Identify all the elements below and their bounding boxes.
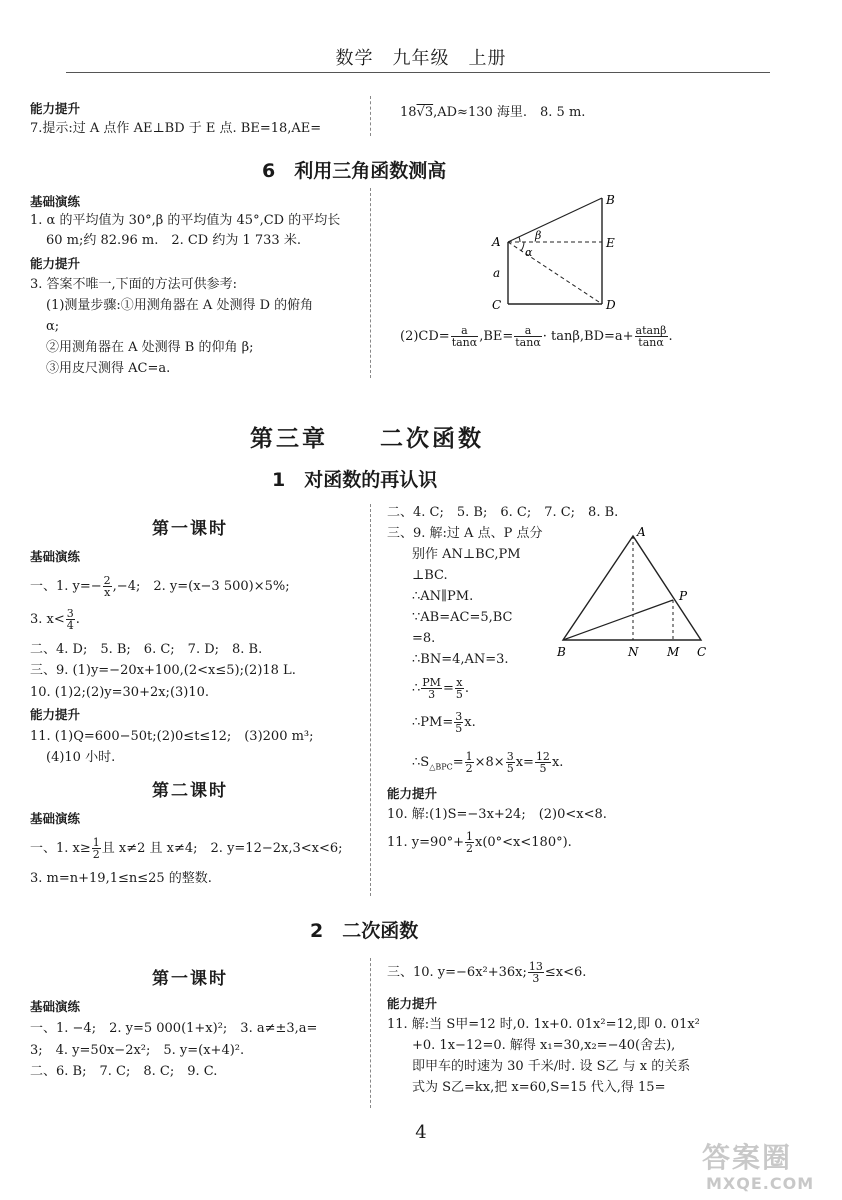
r11-d: x=	[515, 755, 534, 770]
frac3-den: tanα	[638, 336, 664, 349]
r11-num-2: 3	[506, 750, 514, 763]
r10-frac	[454, 711, 463, 734]
r9-num-1: PM	[422, 676, 441, 689]
r-line-6: ∵AB=AC=5,BC	[412, 610, 513, 625]
l2-q1-num: 1	[92, 836, 100, 849]
l1-q1-frac	[103, 575, 112, 598]
s2-r1	[387, 958, 586, 988]
l2-q1-frac	[92, 837, 101, 860]
fig1-label-a: a	[493, 266, 501, 280]
s6-line-2: 60 m;约 82.96 m. 2. CD 约为 1 733 米.	[46, 233, 301, 248]
l1-q3-a: 3. x<	[30, 612, 65, 627]
fig1-label-A: A	[492, 235, 501, 249]
frac3-num: atanβ	[635, 324, 667, 337]
s6-line-5: α;	[46, 319, 60, 334]
r13-a: 11. y=90°+	[387, 835, 464, 850]
section-1-title: 1 对函数的再认识	[272, 469, 438, 491]
s2-subheading-2: 能力提升	[387, 996, 438, 1011]
s2-lesson-title: 第一课时	[152, 969, 228, 989]
r10-den: 5	[455, 722, 463, 735]
r11-e: x.	[551, 755, 564, 770]
r11-c: ×8×	[474, 755, 505, 770]
l1-q11b: (4)10 小时.	[46, 750, 116, 765]
l1-q1-a: 一、1. y=−	[30, 579, 102, 594]
l1-q4: 二、4. D; 5. B; 6. C; 7. D; 8. B.	[30, 642, 263, 657]
top-right-line	[400, 104, 585, 122]
s6-line-3: 3. 答案不唯一,下面的方法可供参考:	[30, 277, 238, 292]
formula-part-2: ,BE=	[479, 329, 514, 344]
column-divider-s2	[370, 958, 372, 1108]
s6-line-1: 1. α 的平均值为 30°,β 的平均值为 45°,CD 的平均长	[30, 213, 341, 228]
r-line-5: ∴AN∥PM.	[412, 589, 474, 604]
fig2-label-P: P	[679, 589, 688, 603]
top-right-b: ,AD≈130 海里. 8. 5 m.	[433, 105, 586, 120]
l1-q3-b: .	[75, 612, 80, 627]
r9-den-2: 5	[455, 688, 463, 701]
formula-part-3: · tanβ,BD=a+	[542, 329, 634, 344]
fig1-angle-beta	[519, 237, 520, 242]
section-2-title: 2 二次函数	[310, 920, 419, 942]
r13-den: 2	[465, 842, 473, 855]
l1-q3-den: 4	[66, 619, 74, 632]
s6-line-7: ③用皮尺测得 AC=a.	[46, 361, 171, 376]
lesson-2-title: 第二课时	[152, 781, 228, 801]
s2-r1-b: ≤x<6.	[544, 965, 587, 980]
l2-q1	[30, 834, 343, 864]
s2-q3: 二、6. B; 7. C; 8. C; 9. C.	[30, 1064, 218, 1079]
s6-subheading-1: 基础演练	[30, 194, 81, 209]
section-6-title: 6 利用三角函数测高	[262, 160, 447, 182]
fig1-label-D: D	[606, 298, 616, 312]
fig2-label-B: B	[557, 645, 566, 659]
r9-frac-2	[455, 677, 464, 700]
l2-q3: 3. m=n+19,1≤n≤25 的整数.	[30, 871, 212, 886]
l1-q11: 11. (1)Q=600−50t;(2)0≤t≤12; (3)200 m³;	[30, 729, 314, 744]
s2-r1-a: 三、10. y=−6x²+36x;	[387, 965, 527, 980]
r13-b: x(0°<x<180°).	[474, 835, 572, 850]
formula-frac-2	[514, 325, 542, 348]
r11-num-3: 12	[535, 750, 550, 763]
l1-q9: 三、9. (1)y=−20x+100,(2<x≤5);(2)18 L.	[30, 663, 296, 678]
column-divider-top	[370, 96, 372, 136]
frac1-den: tanα	[451, 336, 478, 349]
fig1-label-alpha: α	[525, 246, 533, 259]
frac2-den: tanα	[515, 336, 541, 349]
r11-num-1: 1	[465, 750, 473, 763]
l1-subheading-2: 能力提升	[30, 707, 81, 722]
fig2-label-C: C	[697, 645, 707, 659]
top-right-sqrt: √3	[416, 105, 434, 120]
l1-q1-num: 2	[103, 574, 111, 587]
s6-line-6: ②用测角器在 A 处测得 B 的仰角 β;	[46, 340, 254, 355]
s2-r3: +0. 1x−12=0. 解得 x₁=30,x₂=−40(舍去),	[412, 1038, 676, 1053]
s6-line-4: (1)测量步骤:①用测角器在 A 处测得 D 的俯角	[46, 298, 314, 313]
fig2-label-N: N	[628, 645, 639, 659]
running-header: 数学 九年级 上册	[335, 48, 507, 69]
r9-c: .	[464, 681, 469, 696]
watermark-logo: 答案圈	[702, 1141, 793, 1174]
watermark-url: MXQE.COM	[706, 1174, 815, 1193]
r11-den-3: 5	[539, 762, 547, 775]
s6-formula	[400, 322, 673, 352]
l2-subheading-1: 基础演练	[30, 811, 81, 826]
r11-sub: △BPC	[429, 762, 453, 772]
r-line-11	[412, 748, 563, 783]
r-line-9	[412, 674, 469, 704]
r10-a: ∴PM=	[412, 715, 454, 730]
fig1-label-beta: β	[535, 229, 542, 242]
s2-r5: 式为 S乙=kx,把 x=60,S=15 代入,得 15=	[412, 1080, 666, 1095]
frac2-num: a	[514, 325, 542, 337]
r13-frac	[465, 831, 474, 854]
fig2-label-A: A	[637, 525, 646, 539]
r11-den-2: 5	[506, 762, 514, 775]
s2-r2: 11. 解:当 S甲=12 时,0. 1x+0. 01x²=12,即 0. 01x²	[387, 1017, 700, 1032]
column-divider-ch3	[370, 504, 372, 896]
s2-r1-den: 3	[532, 972, 540, 985]
header-rule	[66, 72, 770, 73]
l1-q1-den: x	[104, 586, 111, 599]
r-subheading: 能力提升	[387, 786, 438, 801]
top-left-line: 7.提示:过 A 点作 AE⊥BD 于 E 点. BE=18,AE=	[30, 121, 322, 136]
height-measurement-figure	[480, 190, 630, 315]
r-line-8: ∴BN=4,AN=3.	[412, 652, 509, 667]
r-line-4: ⊥BC.	[412, 568, 448, 583]
l1-q3-num: 3	[66, 607, 74, 620]
r13-num: 1	[465, 830, 473, 843]
r9-b: =	[442, 681, 454, 696]
l2-q1-den: 2	[92, 848, 100, 861]
fig2-line-BP	[563, 600, 673, 640]
s2-r1-frac	[528, 961, 544, 984]
triangle-figure	[555, 524, 715, 660]
s6-subheading-2: 能力提升	[30, 256, 81, 271]
page-number: 4	[415, 1122, 427, 1143]
fig1-line-AB	[508, 198, 602, 242]
r-line-10	[412, 708, 476, 738]
l1-subheading-1: 基础演练	[30, 549, 81, 564]
fig1-label-E: E	[606, 236, 615, 250]
l2-q1-b: 且 x≠2 且 x≠4; 2. y=12−2x,3<x<6;	[101, 841, 343, 856]
top-subheading: 能力提升	[30, 101, 81, 116]
r9-a: ∴	[412, 681, 421, 696]
r11-frac-3	[535, 751, 551, 774]
r9-den-1: 3	[428, 688, 436, 701]
r-line-1: 二、4. C; 5. B; 6. C; 7. C; 8. B.	[387, 505, 619, 520]
s2-r1-num: 13	[528, 960, 543, 973]
r11-b: =	[452, 755, 464, 770]
r11-den-1: 2	[465, 762, 473, 775]
fig1-label-B: B	[606, 193, 615, 207]
s2-r4: 即甲车的时速为 30 千米/时. 设 S乙 与 x 的关系	[412, 1059, 691, 1074]
r-line-13	[387, 828, 572, 858]
l1-q10: 10. (1)2;(2)y=30+2x;(3)10.	[30, 685, 210, 700]
r9-num-2: x	[456, 676, 463, 689]
s2-subheading-1: 基础演练	[30, 999, 81, 1014]
fig1-line-AD	[508, 242, 602, 304]
r11-frac-1	[465, 751, 474, 774]
fig1-label-C: C	[492, 298, 502, 312]
r10-b: x.	[464, 715, 476, 730]
s2-q2: 3; 4. y=50x−2x²; 5. y=(x+4)².	[30, 1043, 245, 1058]
chapter-3-title: 第三章 二次函数	[250, 425, 484, 452]
l1-q3-frac	[66, 608, 75, 631]
frac1-num: a	[451, 325, 479, 337]
l1-q1	[30, 572, 290, 602]
formula-frac-3	[635, 325, 668, 348]
fig2-label-M: M	[667, 645, 680, 659]
r10-num: 3	[455, 710, 463, 723]
r11-a: ∴S	[412, 755, 430, 770]
l1-q3	[30, 605, 80, 635]
l2-q1-a: 一、1. x≥	[30, 841, 91, 856]
formula-part-1: (2)CD=	[400, 329, 450, 344]
r9-frac-1	[421, 677, 442, 700]
r-line-7: =8.	[412, 631, 436, 646]
r-line-12: 10. 解:(1)S=−3x+24; (2)0<x<8.	[387, 807, 607, 822]
formula-frac-1	[451, 325, 479, 348]
fig2-triangle-ABC	[563, 536, 701, 640]
fig1-angle-alpha	[521, 242, 524, 251]
column-divider-s6	[370, 188, 372, 378]
lesson-1-title: 第一课时	[152, 519, 228, 539]
s2-q1: 一、1. −4; 2. y=5 000(1+x)²; 3. a≠±3,a=	[30, 1021, 318, 1036]
formula-part-4: .	[668, 329, 673, 344]
r-line-2: 三、9. 解:过 A 点、P 点分	[387, 526, 543, 541]
l1-q1-b: ,−4; 2. y=(x−3 500)×5%;	[112, 579, 290, 594]
r11-frac-2	[506, 751, 515, 774]
r-line-3: 别作 AN⊥BC,PM	[412, 547, 521, 562]
top-right-a: 18	[400, 105, 417, 120]
